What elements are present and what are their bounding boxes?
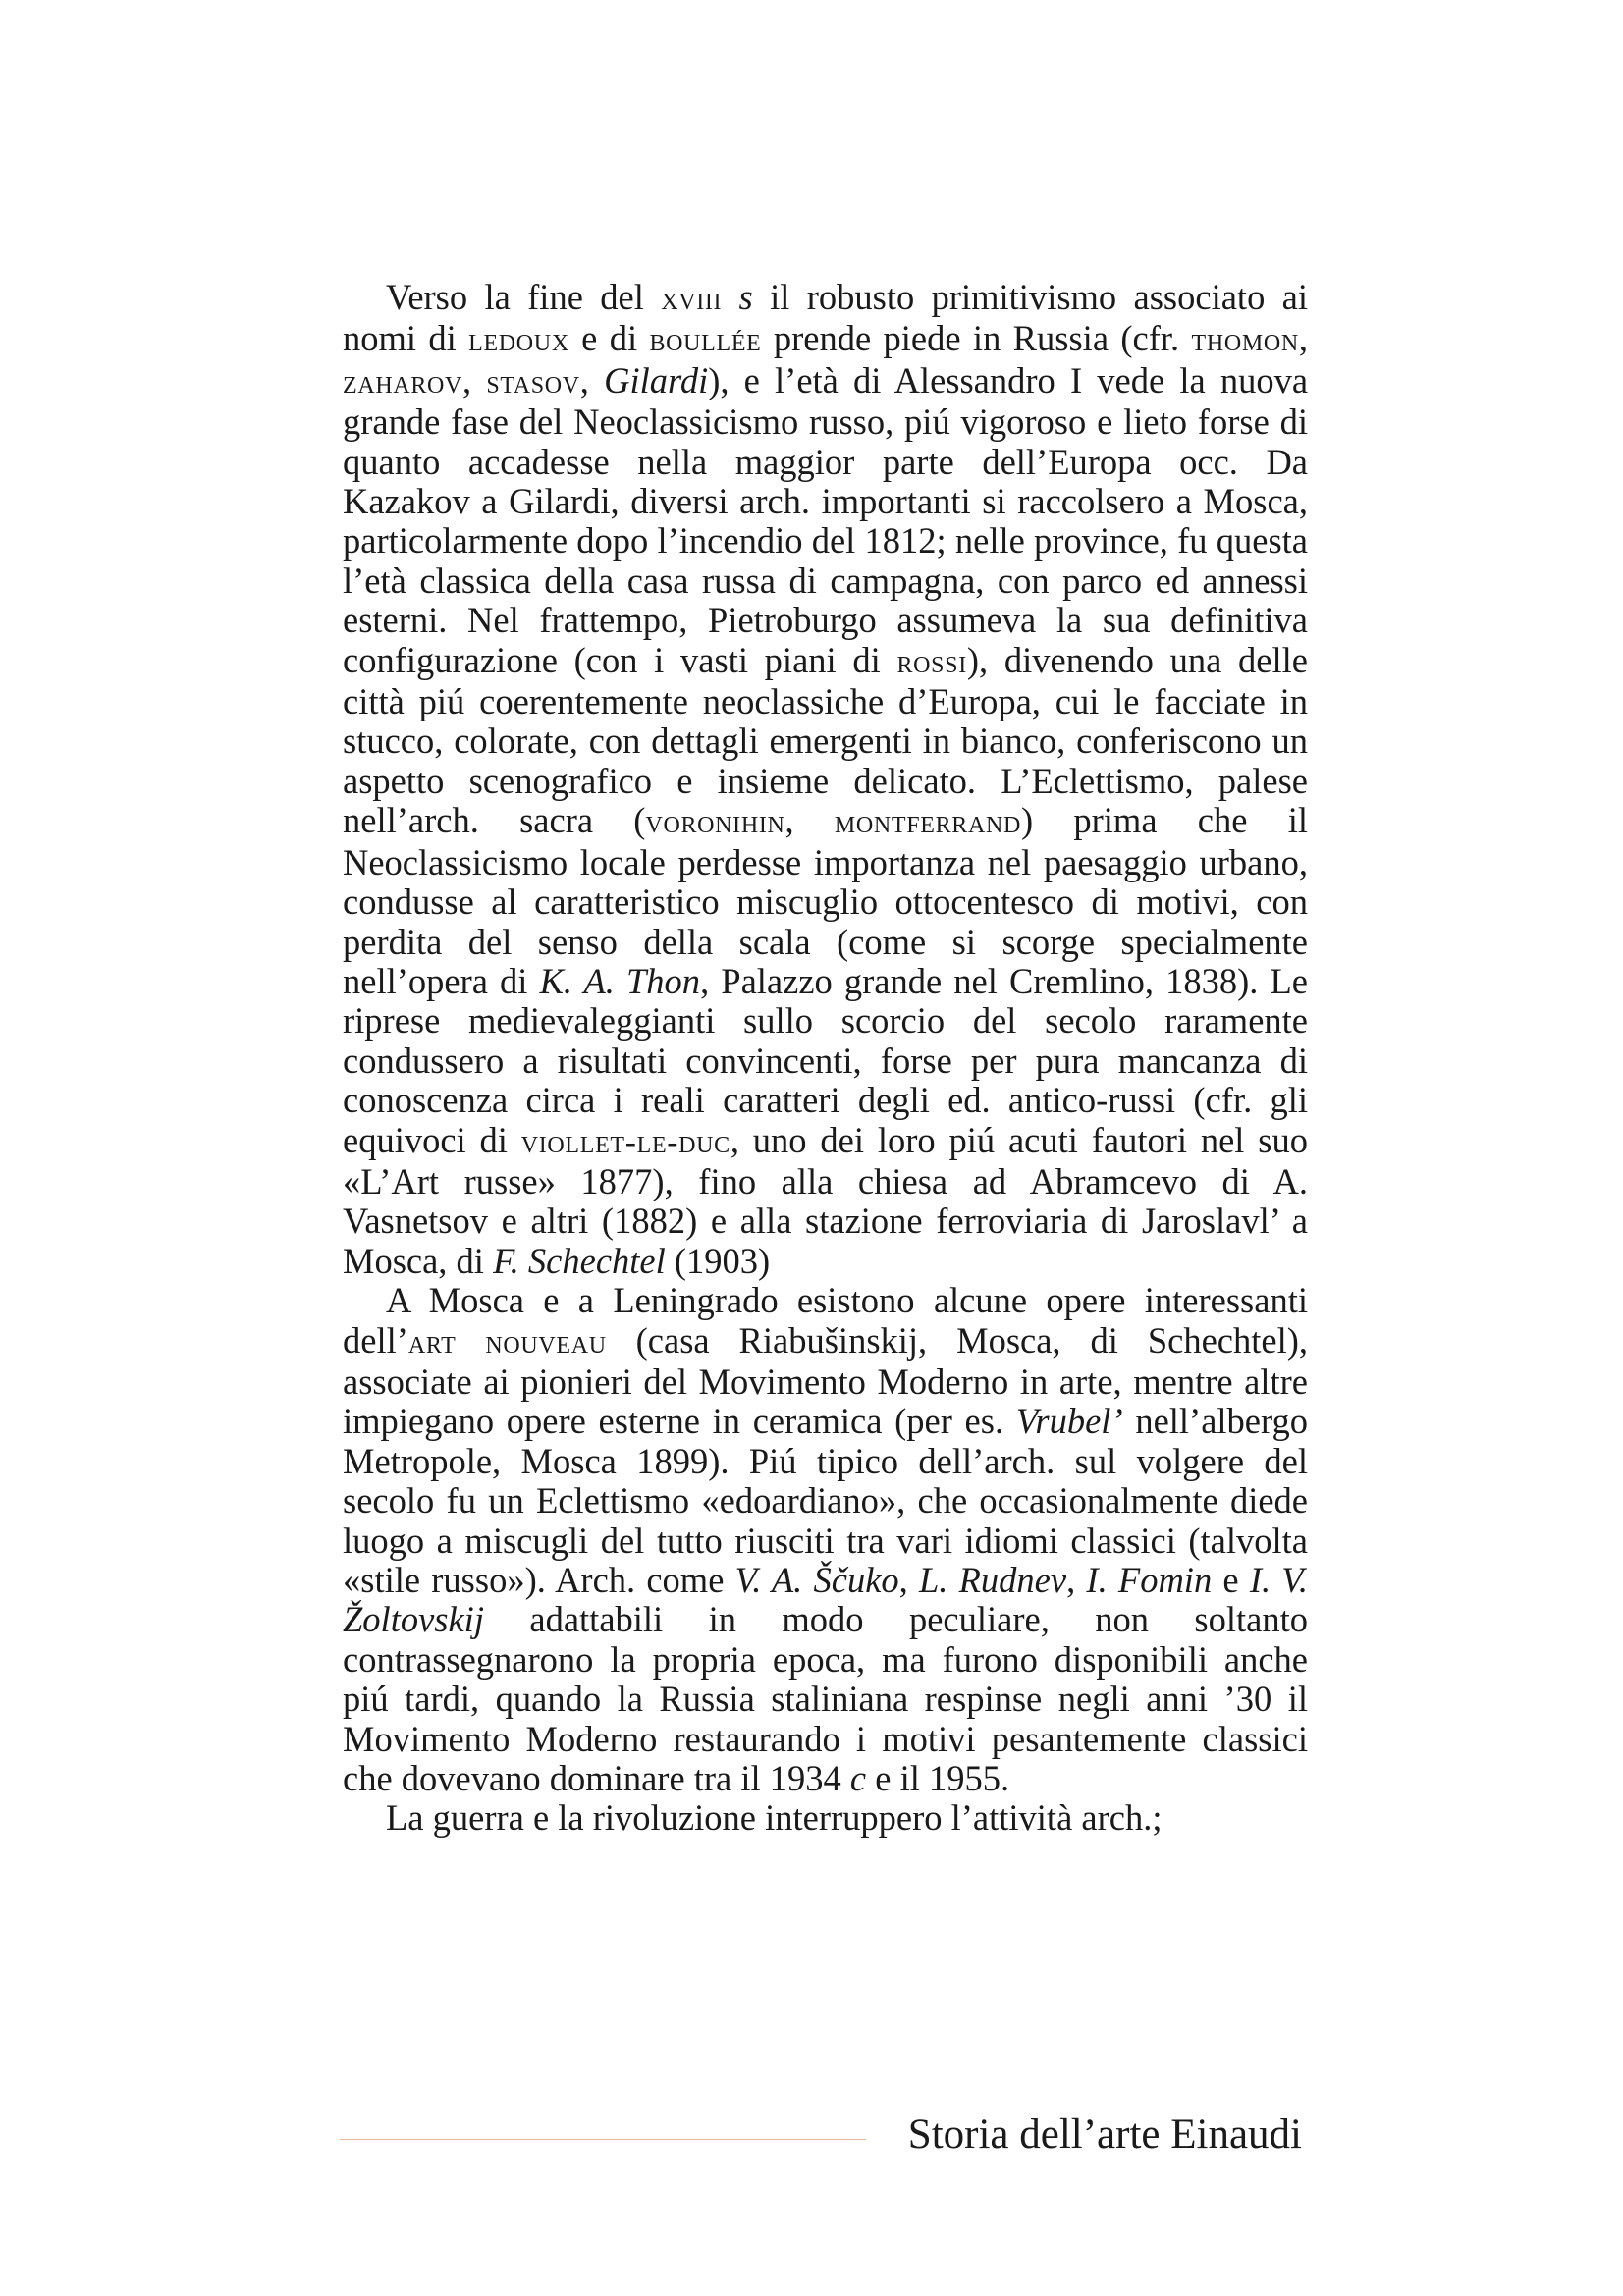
smallcaps-run: zaharov [343, 363, 463, 400]
text-run: (casa Riabušinskij, Mosca, di Schechtel), associate ai pionieri del Movimento Moderno in arte, mentre altre impiegano opere esterne in ceramica (per es. [343, 1319, 1308, 1442]
italic-run: Gilardi [604, 359, 709, 400]
footer-title: Storia dell’arte Einaudi [907, 2111, 1302, 2158]
text-run: ) prima che il Neoclassicismo locale perdesse importanza nel paesaggio urbano, condusse al caratteristico miscuglio ottocentesco di motivi, con perdita del senso della scala (come si scorge specialmente nell’opera di [343, 800, 1308, 1001]
italic-run: I. V. Žoltovskij [343, 1560, 1309, 1640]
italic-run: I. Fomin [1086, 1560, 1213, 1600]
text-run: e [1212, 1560, 1250, 1600]
text-run: , [784, 800, 835, 841]
text-run: , [579, 359, 605, 400]
text-run [722, 277, 738, 317]
paragraph-2 [343, 1281, 1308, 1798]
paragraph-3 [343, 1798, 1308, 1838]
smallcaps-run: thomon [1191, 322, 1299, 359]
italic-run: Vrubel’ [1015, 1401, 1123, 1442]
text-run: prende piede in Russia (cfr. [761, 318, 1192, 359]
italic-run: L. Rudnev [919, 1560, 1067, 1600]
text-run: il robusto primitivismo associato ai nomi di [343, 277, 1309, 359]
italic-run: s [738, 277, 753, 317]
italic-run: V. A. Ščuko [734, 1560, 899, 1600]
smallcaps-run: boullée [649, 322, 762, 359]
paragraph-1 [343, 278, 1308, 1281]
smallcaps-run: art nouveau [407, 1323, 607, 1361]
text-run: La guerra e la rivoluzione interruppero l’attività arch.; [386, 1797, 1163, 1839]
smallcaps-run: viollet-le-duc [520, 1123, 730, 1160]
text-run: adattabili in modo peculiare, non soltanto contrassegnarono la propria epoca, ma furono disponibili anche piú tardi, quando la Russia staliniana respinse negli anni ’30 il Movimento Moderno restaurando i motivi pesantemente classici che dovevano dominare tra il 1934 [343, 1599, 1308, 1799]
smallcaps-run: xviii [661, 281, 723, 317]
smallcaps-run: montferrand [834, 804, 1021, 841]
text-run: A Mosca e a Leningrado esistono alcune opere interessanti dell’ [343, 1280, 1308, 1361]
text-run: ), e l’età di Alessandro I vede la nuova grande fase del Neoclassicismo russo, piú vigoroso e lieto forse di quanto accadesse nella maggior parte dell’Europa occ. Da Kazakov a Gilardi, diversi arch. importanti si raccolsero a Mosca, particolarmente dopo l’incendio del 1812; nelle province, fu questa l’età classica della casa russa di campagna, con parco ed annessi esterni. Nel frattempo, Pietroburgo assumeva la sua definitiva configurazione (con i vasti piani di [343, 359, 1309, 680]
text-run: , [1066, 1560, 1087, 1600]
italic-run: K. A. Thon [539, 960, 701, 1001]
italic-run: F. Schechtel [493, 1240, 666, 1281]
text-run: , uno dei loro piú acuti fautori nel suo «L’Art russe» 1877), fino alla chiesa ad Abramcevo di A. Vasnetsov e altri (1882) e alla stazione ferroviaria di Jaroslavl’ a Mosca, di [343, 1119, 1308, 1281]
text-run: Verso la fine del [386, 277, 662, 317]
italic-run: c [849, 1758, 867, 1799]
footer-rule [340, 2139, 866, 2140]
text-run: nell’albergo Metropole, Mosca 1899). Piú tipico dell’arch. sul volgere del secolo fu un Eclettismo «edoardiano», che occasionalmente diede luogo a miscugli del tutto riusciti tra vari idiomi classici (talvolta «stile russo»). Arch. come [343, 1401, 1308, 1600]
text-run: (1903) [665, 1240, 771, 1281]
smallcaps-run: voronihin [645, 804, 785, 841]
text-run: , [1298, 318, 1308, 359]
text-run: e di [568, 318, 650, 359]
smallcaps-run: rossi [896, 643, 967, 680]
text-run: ), divenendo una delle città piú coerentemente neoclassiche d’Europa, cui le facciate in stucco, colorate, con dettagli emergenti in bianco, conferiscono un aspetto scenografico e insieme delicato. L’Eclettismo, palese nell’arch. sacra ( [343, 639, 1308, 841]
text-run: e il 1955. [866, 1758, 1010, 1799]
smallcaps-run: stasov [486, 363, 580, 400]
text-run: , [898, 1560, 919, 1600]
text-run: , Palazzo grande nel Cremlino, 1838). Le riprese medievaleggianti sullo scorcio del secolo raramente condussero a risultati convincenti, forse per pura mancanza di conoscenza circa i reali caratteri degli ed. antico-russi (cfr. gli equivoci di [343, 960, 1308, 1160]
text-run: , [462, 359, 487, 400]
smallcaps-run: ledoux [468, 322, 569, 359]
body-text [343, 278, 1308, 1839]
